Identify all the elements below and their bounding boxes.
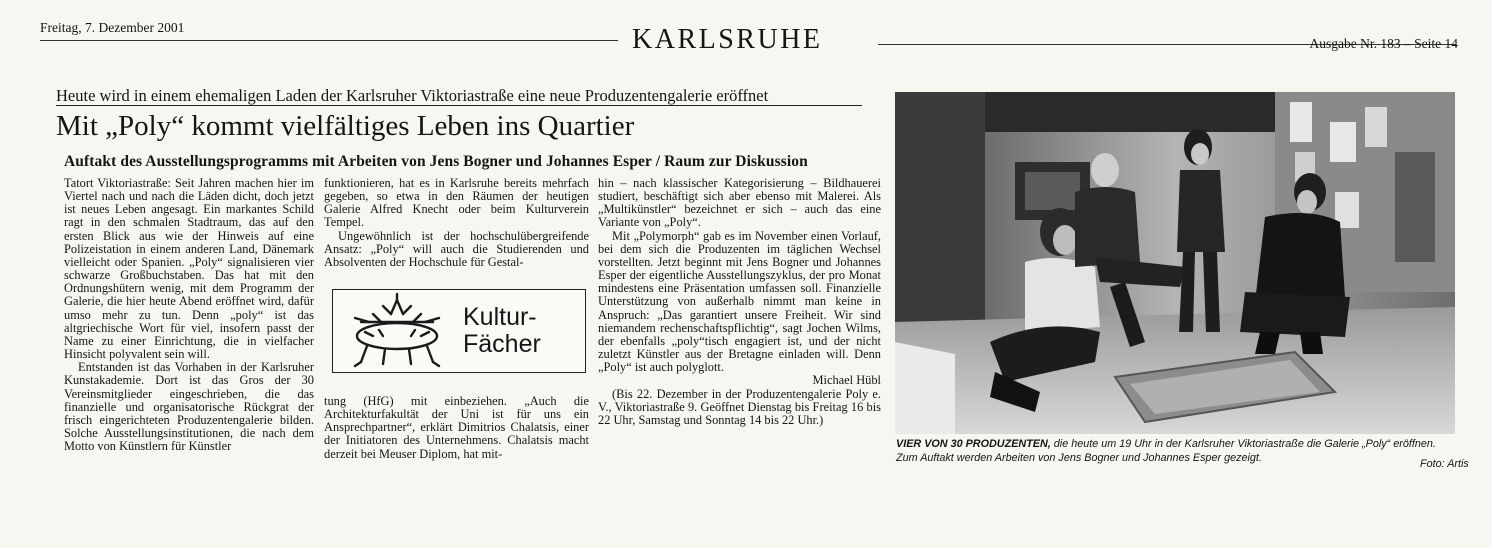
- paragraph: tung (HfG) mit einbeziehen. „Auch die Architekturfakultät der Uni ist für uns ein Ansprechpartner“, erklärt Dimitrios Chalatsis, einer der Initiatoren des Unternehmens. Chalatsis macht derzeit bei Meuser Diplom, hat mit-: [324, 394, 589, 461]
- gallery-photo: [895, 92, 1455, 434]
- gallery-photo-image: [895, 92, 1455, 434]
- kultur-logo-line2: Fächer: [463, 330, 541, 358]
- article-column-1: [64, 177, 314, 453]
- article-column-2-bottom: [324, 395, 589, 461]
- article-column-2-top: [324, 177, 589, 269]
- masthead-section: KARLSRUHE: [632, 24, 823, 55]
- photo-caption-text: die heute um 19 Uhr in der Karlsruher Viktoriastraße die Galerie „Poly“ eröffnen. Zum Auftakt werden Arbeiten von Jens Bogner und Johannes Esper gezeigt.: [896, 438, 1436, 464]
- article-column-3: [598, 177, 881, 427]
- paragraph: Ungewöhnlich ist der hochschulübergreifende Ansatz: „Poly“ will auch die Studierenden und Absolventen der Hochschule für Gestal-: [324, 228, 589, 269]
- fan-logo-icon: [339, 292, 459, 370]
- paragraph: Tatort Viktoriastraße: Seit Jahren machen hier im Viertel nach und nach die Läden dicht, doch jetzt ist neues Leben angesagt. Ein markantes Schild ragt in den schmalen Stadtraum, das auf den ersten Blick aus wie der Hinweis auf eine Polizeistation in einem anderen Land, Dänemark vielleicht oder Spanien. „Poly“ signalisieren vier schwarze Großbuchstaben. Das hat mit den Ordnungshütern wenig, mit dem Programm der Galerie, die hier heute Abend eröffnet wird, dafür umso mehr zu tun. Denn „poly“ ist das altgriechische Wort für viel, insofern passt der Name zu einer Einrichtung, die in vielfacher Hinsicht polyvalent sein will.: [64, 176, 314, 362]
- paragraph: funktionieren, hat es in Karlsruhe bereits mehrfach gegeben, so etwa in den Räumen der heutigen Galerie Alfred Knecht oder beim Kulturverein Tempel.: [324, 176, 589, 230]
- masthead-date: Freitag, 7. Dezember 2001: [40, 20, 185, 35]
- masthead-issue: Ausgabe Nr. 183 – Seite 14: [1309, 36, 1458, 51]
- article-author: Michael Hübl: [812, 373, 881, 388]
- paragraph-info: (Bis 22. Dezember in der Produzentengalerie Poly e. V., Viktoriastraße 9. Geöffnet Dienstag bis Freitag 16 bis 22 Uhr, Samstag und Sonntag 14 bis 22 Uhr.): [598, 386, 881, 427]
- article-kicker: Heute wird in einem ehemaligen Laden der Karlsruher Viktoriastraße eine neue Produzentengalerie eröffnet: [56, 86, 862, 106]
- article-subhead: Auftakt des Ausstellungsprogramms mit Arbeiten von Jens Bogner und Johannes Esper / Raum zur Diskussion: [64, 153, 808, 170]
- kultur-faecher-logo: [332, 289, 586, 373]
- photo-credit: Foto: Artis: [1420, 458, 1469, 470]
- paragraph: hin – nach klassischer Kategorisierung – Bildhauerei studiert, beschäftigt sich aber ebenso mit Malerei. Als „Multikünstler“ bezeichnet er sich – auch das eine Variante von „Poly“.: [598, 176, 881, 230]
- article-headline: Mit „Poly“ kommt vielfältiges Leben ins Quartier: [56, 110, 635, 142]
- kultur-logo-line1: Kultur-: [463, 303, 537, 331]
- kultur-logo-text: [463, 304, 541, 358]
- paragraph: Entstanden ist das Vorhaben in der Karlsruher Kunstakademie. Dort ist das Gros der 30 Vereinsmitglieder eingeschrieben, die das finanzielle und organisatorische Rückgrat der frisch eingerichteten Produzentengalerie bilden. Solche Ausstellungsinstitutionen, die nach dem Motto von Künstlern für Künstler: [64, 360, 314, 454]
- masthead-rule-left: [40, 40, 618, 41]
- photo-caption: [896, 438, 1459, 465]
- paragraph: Mit „Polymorph“ gab es im November einen Vorlauf, bei dem sich die Produzenten im täglichen Wechsel vorstellten. Jetzt beginnt mit Jens Bogner und Johannes Esper der eigentliche Ausstellungszyklus, der pro Monat mindestens eine Präsentation umfassen soll. Finanzielle Unterstützung von außerhalb nimmt man keine in Anspruch: „Das garantiert unsere Freiheit. Wir sind niemandem rechenschaftspflichtig“, sagt Jochen Wilms, der ebenfalls „poly“tisch engagiert ist, und der nicht zuletzt Künstler aus der Bretagne einladen will. Denn „Poly“ ist auch polyglott.: [598, 228, 881, 375]
- photo-caption-lead: VIER VON 30 PRODUZENTEN,: [896, 438, 1051, 450]
